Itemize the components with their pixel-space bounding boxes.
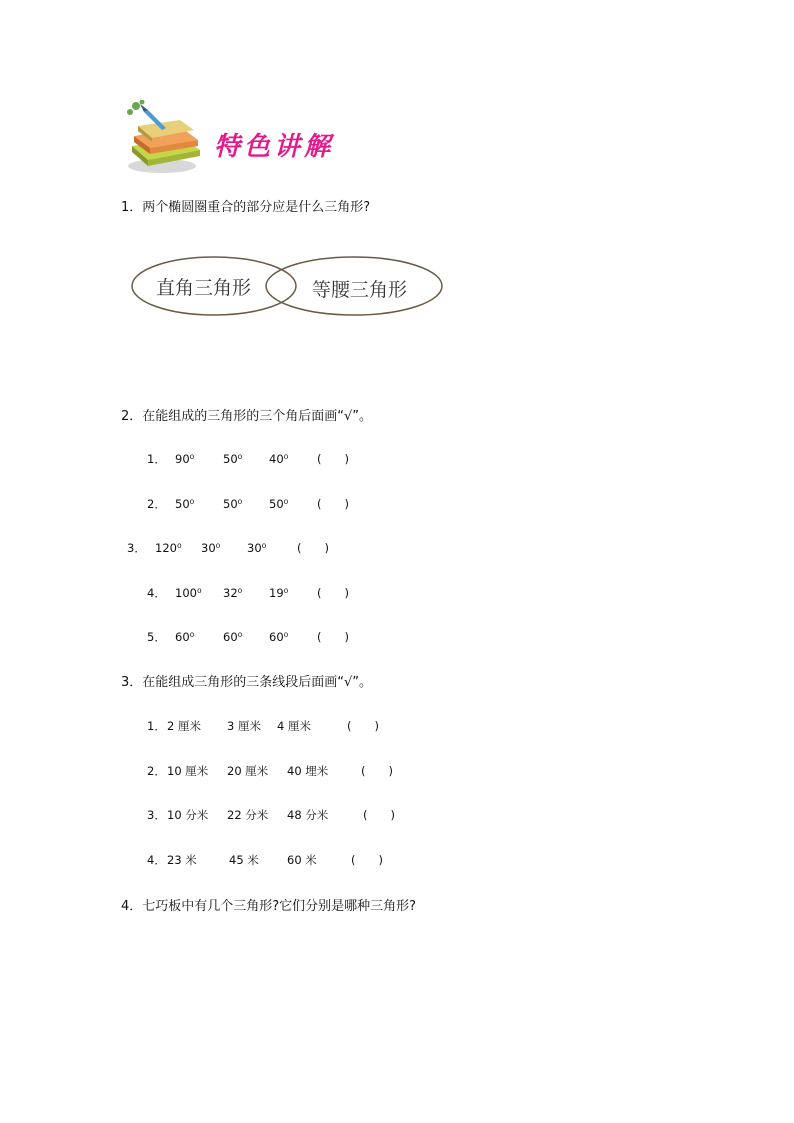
angle-value: 32⁰ [223, 586, 243, 600]
q2-item-4 [147, 586, 349, 600]
item-number: 1． [147, 452, 166, 466]
angle-value: 100⁰ [175, 586, 202, 600]
length-value: 40 埋米 [287, 764, 329, 778]
q2-item-5 [147, 630, 349, 644]
length-value: 45 米 [229, 853, 259, 867]
length-value: 10 分米 [167, 808, 209, 822]
answer-blank[interactable]: ( ) [317, 630, 349, 644]
item-number: 2． [147, 497, 166, 511]
length-value: 4 厘米 [277, 719, 311, 733]
question-2: 2．在能组成的三角形的三个角后面画“√”。 [121, 409, 373, 424]
q3-item-2 [147, 764, 393, 778]
length-value: 10 厘米 [167, 764, 209, 778]
angle-value: 120⁰ [155, 541, 182, 555]
length-value: 2 厘米 [167, 719, 201, 733]
angle-value: 30⁰ [247, 541, 267, 555]
item-number: 3． [147, 808, 166, 822]
item-number: 5． [147, 630, 166, 644]
length-value: 20 厘米 [227, 764, 269, 778]
section-title: 特色讲解 [214, 132, 335, 162]
q3-item-4 [147, 853, 383, 867]
angle-value: 50⁰ [223, 497, 243, 511]
question-1: 1．两个椭圆圈重合的部分应是什么三角形? [121, 200, 371, 215]
answer-blank[interactable]: ( ) [363, 808, 395, 822]
item-number: 2． [147, 764, 166, 778]
angle-value: 19⁰ [269, 586, 289, 600]
length-value: 22 分米 [227, 808, 269, 822]
angle-value: 60⁰ [175, 630, 195, 644]
answer-blank[interactable]: ( ) [317, 452, 349, 466]
answer-blank[interactable]: ( ) [361, 764, 393, 778]
angle-value: 50⁰ [269, 497, 289, 511]
q2-item-2 [147, 497, 349, 511]
answer-blank[interactable]: ( ) [347, 719, 379, 733]
answer-blank[interactable]: ( ) [351, 853, 383, 867]
item-number: 3． [127, 541, 146, 555]
angle-value: 60⁰ [269, 630, 289, 644]
length-value: 60 米 [287, 853, 317, 867]
length-value: 3 厘米 [227, 719, 261, 733]
q2-item-1 [147, 452, 349, 466]
answer-blank[interactable]: ( ) [297, 541, 329, 555]
books-pencil-logo-icon [120, 100, 215, 180]
angle-value: 60⁰ [223, 630, 243, 644]
question-3: 3．在能组成三角形的三条线段后面画“√”。 [121, 675, 373, 690]
q3-item-3 [147, 808, 395, 822]
answer-blank[interactable]: ( ) [317, 586, 349, 600]
length-value: 48 分米 [287, 808, 329, 822]
angle-value: 40⁰ [269, 452, 289, 466]
angle-value: 90⁰ [175, 452, 195, 466]
item-number: 1． [147, 719, 166, 733]
item-number: 4． [147, 586, 166, 600]
item-number: 4． [147, 853, 166, 867]
answer-blank[interactable]: ( ) [317, 497, 349, 511]
q3-item-1 [147, 719, 379, 733]
question-4: 4．七巧板中有几个三角形?它们分别是哪种三角形? [121, 899, 417, 914]
angle-value: 50⁰ [175, 497, 195, 511]
angle-value: 50⁰ [223, 452, 243, 466]
venn-right-label: 等腰三角形 [312, 279, 408, 301]
q2-item-3 [127, 541, 329, 555]
length-value: 23 米 [167, 853, 197, 867]
angle-value: 30⁰ [201, 541, 221, 555]
venn-left-label: 直角三角形 [156, 277, 252, 299]
